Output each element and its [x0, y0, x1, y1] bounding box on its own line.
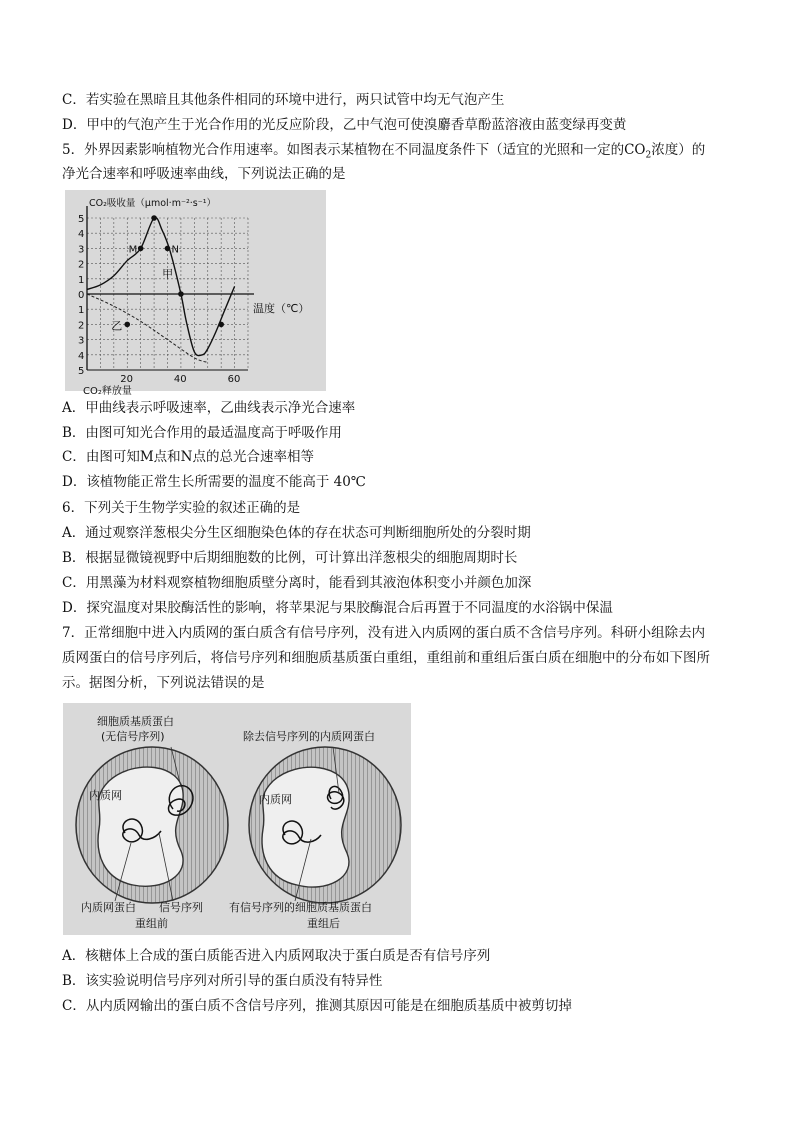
y-tick-label: 0: [78, 290, 85, 301]
x-tick-label: 60: [227, 374, 241, 385]
q5-stem-line2: 净光合速率和呼吸速率曲线，下列说法正确的是: [62, 166, 346, 182]
q4-option-d: D．甲中的气泡产生于光合作用的光反应阶段，乙中气泡可使溴麝香草酚蓝溶液由蓝变绿再变黄: [62, 117, 627, 133]
y-tick-label: 3: [78, 244, 85, 256]
y-axis-title-bottom: CO₂释放量: [83, 386, 132, 397]
label-er-protein-no-signal: 除去信号序列的内质网蛋白: [243, 730, 375, 743]
data-point: [138, 246, 144, 252]
q5-stem-text-b: 浓度）的: [651, 142, 706, 158]
label-signal-seq: 信号序列: [159, 901, 203, 914]
y-tick-label: 4: [78, 229, 85, 241]
y-tick-label: 4: [78, 350, 85, 362]
q6-option-a: A．通过观察洋葱根尖分生区细胞染色体的存在状态可判断细胞所处的分裂时期: [62, 525, 531, 541]
data-point: [218, 322, 224, 328]
data-point: [165, 246, 171, 252]
q5-stem-line1: [62, 141, 705, 165]
label-cytosol-with-signal: 有信号序列的细胞质基质蛋白: [229, 901, 372, 914]
y-tick-label: 5: [78, 366, 85, 377]
q4-option-c: C．若实验在黑暗且其他条件相同的环境中进行，两只试管中均无气泡产生: [62, 92, 505, 108]
q5-option-c: C．由图可知M点和N点的总光合速率相等: [62, 449, 314, 465]
y-axis-title-top: CO₂吸收量（μmol·m⁻²·s⁻¹）: [89, 198, 217, 209]
chart-labels: [78, 197, 309, 397]
x-axis-title: 温度（℃）: [253, 302, 310, 316]
label-er-after: 内质网: [259, 793, 292, 806]
er-after: [262, 767, 349, 887]
chart-svg: [65, 190, 326, 397]
q7-stem-line3: 示。据图分析，下列说法错误的是: [62, 675, 265, 691]
curve-yi: [87, 294, 208, 362]
er-before: [98, 767, 183, 886]
y-tick-label: 3: [78, 335, 85, 347]
label-er-before: 内质网: [89, 789, 122, 802]
x-tick-label: 20: [120, 374, 133, 385]
chart-curves: [87, 217, 235, 362]
q5-option-d: D．该植物能正常生长所需要的温度不能高于 40℃: [62, 474, 366, 490]
y-tick-label: 2: [78, 259, 85, 271]
chart-marks: [124, 215, 224, 327]
data-point: [151, 215, 157, 221]
q6-option-c: C．用黑藻为材料观察植物细胞质壁分离时，能看到其液泡体积变小并颜色加深: [62, 575, 532, 591]
y-tick-label: 1: [78, 274, 85, 286]
q6-option-d: D．探究温度对果胶酶活性的影响，将苹果泥与果胶酶混合后再置于不同温度的水浴锅中保温: [62, 600, 613, 616]
data-point: [124, 322, 130, 328]
q7-option-a: A．核糖体上合成的蛋白质能否进入内质网取决于蛋白质是否有信号序列: [62, 948, 491, 964]
label-er-protein: 内质网蛋白: [81, 901, 136, 914]
curve-jia: [87, 217, 235, 355]
y-tick-label: 5: [78, 214, 85, 225]
cell-after-recombination: [229, 729, 401, 930]
q7-option-c: C．从内质网输出的蛋白质不含信号序列，推测其原因可能是在细胞质基质中被剪切掉: [62, 998, 572, 1014]
label-cytosol-protein: 细胞质基质蛋白: [97, 715, 174, 728]
q6-stem: 6．下列关于生物学实验的叙述正确的是: [62, 500, 301, 516]
q7-stem-line1: 7．正常细胞中进入内质网的蛋白质含有信号序列，没有进入内质网的蛋白质不含信号序列。科研小组除去内: [62, 625, 706, 641]
q6-option-b: B．根据显微镜视野中后期细胞数的比例，可计算出洋葱根尖的细胞周期时长: [62, 550, 518, 566]
y-tick-label: 1: [78, 305, 85, 317]
y-tick-label: 2: [78, 320, 85, 332]
cell-diagram-svg: [63, 703, 411, 935]
caption-after: 重组后: [307, 917, 340, 930]
caption-before: 重组前: [135, 917, 168, 930]
q7-option-b: B．该实验说明信号序列对所引导的蛋白质没有特异性: [62, 973, 383, 989]
chart-axes: [87, 206, 254, 370]
temperature-rate-chart: [65, 190, 326, 397]
signal-sequence-cell-diagram: [63, 703, 411, 935]
x-tick-label: 40: [173, 374, 187, 385]
data-point: [178, 291, 184, 297]
label-yi: 乙: [111, 319, 123, 333]
q5-option-a: A．甲曲线表示呼吸速率，乙曲线表示净光合速率: [62, 400, 356, 416]
cell-before-recombination: [76, 714, 228, 930]
label-n: N: [171, 244, 179, 256]
co2-subscript: 2: [645, 150, 652, 161]
label-m: M: [128, 244, 138, 256]
q5-option-b: B．由图可知光合作用的最适温度高于呼吸作用: [62, 425, 342, 441]
label-jia: 甲: [162, 267, 174, 281]
q5-stem-text-a: 5．外界因素影响植物光合作用速率。如图表示某植物在不同温度条件下（适宜的光照和一定的CO: [62, 142, 646, 158]
q7-stem-line2: 质网蛋白的信号序列后，将信号序列和细胞质基质蛋白重组，重组前和重组后蛋白质在细胞中的分布如下图所: [62, 650, 710, 666]
label-no-signal-seq: (无信号序列): [101, 730, 165, 743]
